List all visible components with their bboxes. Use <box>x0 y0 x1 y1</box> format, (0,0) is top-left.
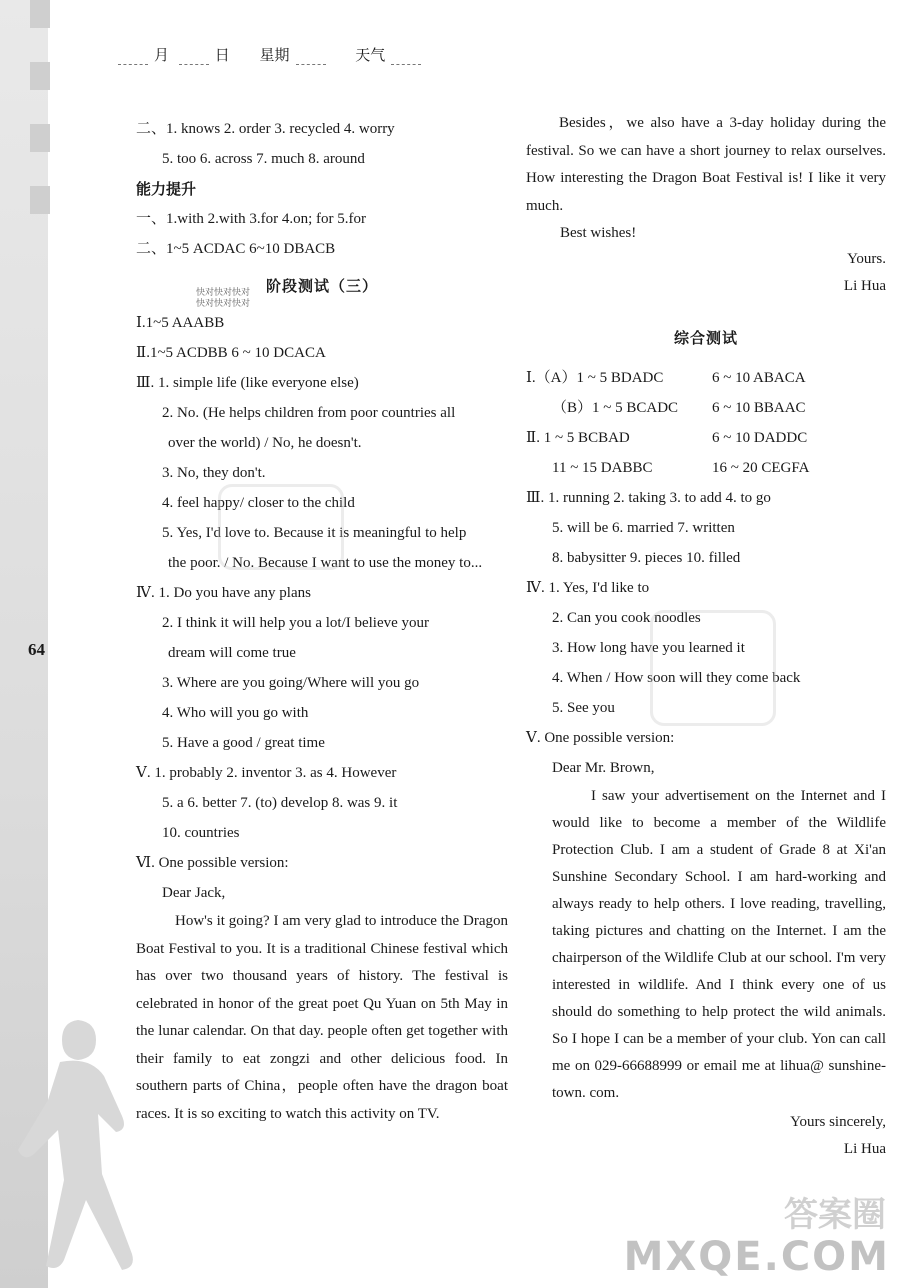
answer-text: 5. will be 6. married 7. written <box>552 519 735 536</box>
answer-line: dream will come true <box>168 645 296 661</box>
closing-sincerely: Yours sincerely, <box>790 1113 886 1130</box>
left-column <box>136 114 508 1128</box>
month-label: 月 <box>154 48 170 64</box>
answer-line: 10. countries <box>162 825 240 841</box>
answer-line: Dear Jack, <box>162 885 226 901</box>
answer-text: Ⅳ. 1. Yes, I'd like to <box>526 579 650 596</box>
watermark-bottom-en: MXQE.COM <box>623 1234 890 1280</box>
watermark-logo <box>650 610 776 726</box>
right-letter-continuation: Besides，we also have a 3-day holiday during the festival. So we can have a short journey to relax ourselves. How interesting the Dragon Boat Festival is! I like it very much. <box>526 115 886 214</box>
answer-text: Ⅱ. 1 ~ 5 BCBAD <box>526 429 630 446</box>
answer-line: over the world) / No, he doesn't. <box>168 435 362 451</box>
answer-line: 5. Have a good / great time <box>162 735 325 751</box>
signature: Li Hua <box>843 278 886 294</box>
answer-line: 二、1~5 ACDAC 6~10 DBACB <box>136 241 336 257</box>
page-number: 64 <box>28 640 45 659</box>
answer-line: 5. too 6. across 7. much 8. around <box>162 151 365 167</box>
weekday-label: 星期 <box>259 48 290 64</box>
answer-text: 8. babysitter 9. pieces 10. filled <box>552 549 741 566</box>
answer-line <box>526 723 886 753</box>
best-wishes: Best wishes! <box>560 225 637 241</box>
answer-line: Ⅳ. 1. Do you have any plans <box>136 585 311 601</box>
answer-text: 4. When / How soon will they come back <box>552 669 801 686</box>
answer-text: 3. How long have you learned it <box>552 639 745 656</box>
answer-line: 2. I think it will help you a lot/I believe your <box>162 615 430 631</box>
watermark-stamp <box>196 288 250 310</box>
answer-text: 16 ~ 20 CEGFA <box>712 459 810 476</box>
answer-text: 5. See you <box>552 699 615 716</box>
answer-line <box>526 483 886 513</box>
answer-text: Ⅲ. 1. running 2. taking 3. to add 4. to go <box>526 489 771 506</box>
answer-line: 4. feel happy/ closer to the child <box>162 495 355 511</box>
day-label: 日 <box>214 48 230 64</box>
answer-text: 6 ~ 10 DADDC <box>712 429 808 446</box>
answer-line: Ⅱ.1~5 ACDBB 6 ~ 10 DCACA <box>136 345 326 361</box>
answer-line <box>526 423 886 453</box>
answer-text: 2. Can you cook noodles <box>552 609 701 626</box>
answer-text: Dear Mr. Brown, <box>552 759 655 776</box>
answer-text: （B）1 ~ 5 BCADC <box>552 399 679 416</box>
answer-text: 11 ~ 15 DABBC <box>552 459 653 476</box>
answer-line: the poor. / No. Because I want to use the money to... <box>168 555 483 571</box>
answer-line <box>526 543 886 573</box>
answer-line: 5. Yes, I'd love to. Because it is meaningful to help <box>162 525 467 541</box>
answer-line: 2. No. (He helps children from poor countries all <box>162 405 456 421</box>
answer-line: Ⅴ. 1. probably 2. inventor 3. as 4. However <box>136 765 397 781</box>
answer-text: Ⅴ. One possible version: <box>526 729 675 746</box>
signature: Li Hua <box>843 1141 886 1157</box>
margin-dash <box>30 62 50 90</box>
answer-text: Ⅰ.（A）1 ~ 5 BDADC <box>526 369 664 386</box>
answer-line: Ⅰ.1~5 AAABB <box>136 315 225 331</box>
closing-yours: Yours. <box>847 250 886 267</box>
left-letter-body: How's it going? I am very glad to introduce the Dragon Boat Festival to you. It is a traditional Chinese festival which has over two thousand years of history. The festival is celebrated in honor of the great poet Qu Yuan on 5th May in the lunar calendar. On that day. people often get together with their family to eat zongzi and other delicious food. In southern parts of China，people often have the dragon boat races. It is so exciting to watch this activity on TV. <box>136 913 508 1122</box>
answer-line <box>526 753 886 783</box>
date-header <box>118 44 427 65</box>
weather-label: 天气 <box>355 48 386 64</box>
answer-line: Ⅵ. One possible version: <box>136 855 289 871</box>
answer-line: 3. Where are you going/Where will you go <box>162 675 420 691</box>
answer-line: 4. Who will you go with <box>162 705 309 721</box>
answer-line: 3. No, they don't. <box>162 465 266 481</box>
margin-dash <box>30 186 50 214</box>
answer-line: Ⅲ. 1. simple life (like everyone else) <box>136 375 359 391</box>
section-heading: 能力提升 <box>136 180 197 198</box>
answer-line: 5. a 6. better 7. (to) develop 8. was 9. it <box>162 795 398 811</box>
right-letter-body: I saw your advertisement on the Internet and I would like to become a member of the Wildlife Protection Club. I am a student of Grade 8 at Xi'an Sunshine Secondary School. I am hard-working and always ready to help others. I love reading, travelling, taking pictures and chatting on the Internet. I am the chairperson of the Wildlife Club at our school. I'm very interested in wildlife. And I think every one of us should do something to help protect the wild animals. So I hope I can be a member of your club. Yon can call me on 029-66688999 or email me at lihua@ sunshine-town. com. <box>552 787 886 1101</box>
answer-line <box>526 513 886 543</box>
margin-dash <box>30 124 50 152</box>
section-title-comprehensive: 综合测试 <box>673 328 738 347</box>
margin-dash <box>30 0 50 28</box>
section-title: 阶段测试（三） <box>265 279 378 295</box>
answer-line <box>526 573 886 603</box>
answer-line <box>526 363 886 393</box>
answer-line <box>526 453 886 483</box>
answer-line: 二、1. knows 2. order 3. recycled 4. worry <box>136 121 395 137</box>
watermark-stamp-line: 快对快对快对 <box>196 288 251 298</box>
answer-text: 6 ~ 10 BBAAC <box>712 399 806 416</box>
answer-text: 6 ~ 10 ABACA <box>712 369 806 386</box>
answer-line <box>526 393 886 423</box>
running-child-silhouette <box>0 1010 150 1288</box>
watermark-bottom-cn: 答案圈 <box>784 1195 886 1235</box>
watermark-logo <box>218 484 344 570</box>
answer-line: 一、1.with 2.with 3.for 4.on; for 5.for <box>136 211 366 227</box>
watermark-stamp-line: 快对快对快对 <box>196 299 251 309</box>
